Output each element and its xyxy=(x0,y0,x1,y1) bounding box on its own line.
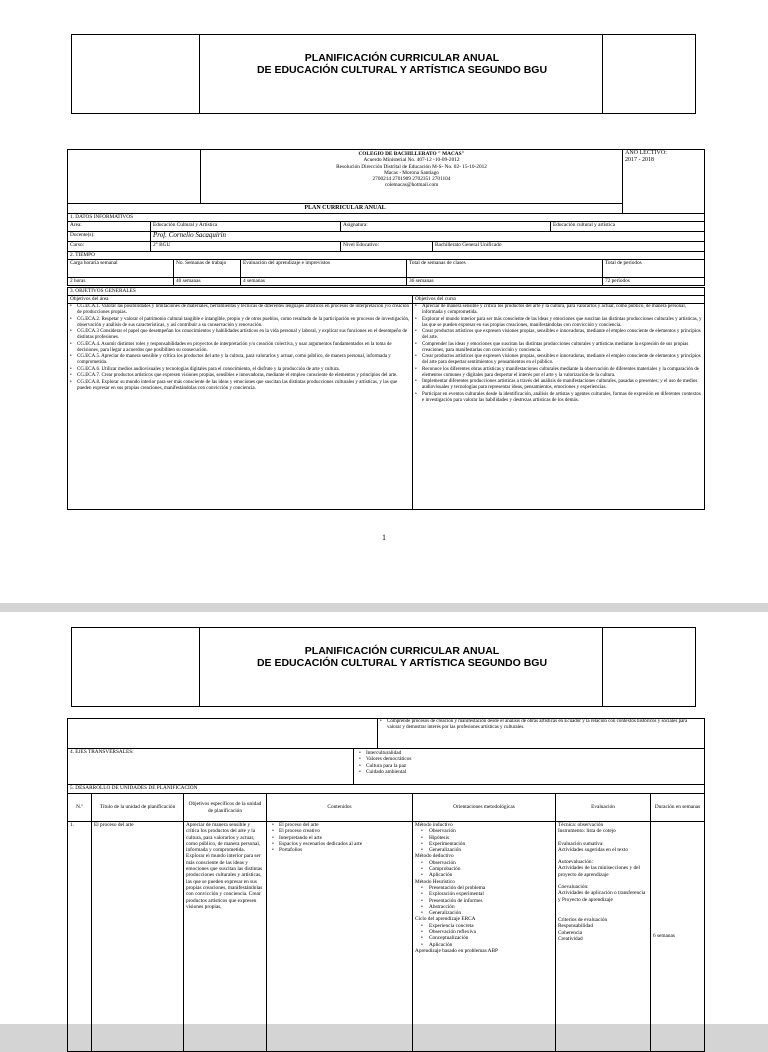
objetivo-area-item: • CG.ECA.1. Valorar las posibilidades y limitaciones de materiales, herramientas y técnicas de diferentes lenguajes artísticos en procesos de interpretación y/o creación de producciones propias. xyxy=(70,304,410,316)
objetivo-curso-item: • Reconoce los diferentes obras artísticas y manifestaciones culturales mediante la observación de diferentes materiales y la comparación de elementos comunes y digitales para despertar el interés por el arte y la valorización de la cultura. xyxy=(415,367,702,379)
document-title-line2: DE EDUCACIÓN CULTURAL Y ARTÍSTICA SEGUNDO BGU xyxy=(256,64,548,76)
metodo-step: • Conceptualización xyxy=(415,935,553,941)
objetivo-curso-item: • Apreciar de manera sensible y crítica los productos del arte y la cultura, para valorarlos y actuar, como público, de manera personal, informada y comprometida. xyxy=(415,304,702,316)
school-info: COLEGIO DE BACHILLERATO " MACAS" Acuerdo Ministerial No. 407-12 -10-09-2012 Resolución Dirección Distrital de Educación M-S- No. 02- 15-10-2012 Macas - Morona Santiago 2700214 2701909 2702351 2701104 colemacas@hotmail.com xyxy=(201,150,623,204)
ejes-transversales-table xyxy=(67,748,705,785)
metodo-step: • Experimentación xyxy=(415,841,553,847)
objetivo-area-item: • CG.ECA.7. Crear productos artísticos que expresen visiones propias, sensibles e innovadoras, mediante el empleo consciente de elementos y principios del arte. xyxy=(70,373,410,379)
objetivo-curso-item: • Comprende procesos de creación y manifestación desde el análisis de obras artísticas en Ecuador y la relación con contextos históricos y sociales para valorar y demostrar interés por las profesiones artísticas y culturales. xyxy=(380,719,702,731)
desarrollo-table: 5. DESARROLLO DE UNIDADES DE PLANIFICACIÓN N.º Título de la unidad de planificación Objetivos específicos de la unidad de planificación Contenidos Orientaciones metodológicas Evaluación Duración en semanas 1. El proceso del arte Apreciar de manera sensible y crítica los productos del arte y la cultura, para valorarlos y actuar, como público, de manera personal, informada y comprometida. Explorar el mundo interior para ser más consciente de las ideas y emociones que suscitan las distintas producciones culturales y artísticas, las que se pueden expresar en sus propias creaciones, manifestándolas con convicción y conciencia. Crear productos artísticos que expresen visiones propias, • El proceso del arte • El proceso creativo • Interpretando el arte • Espacios y escenarios dedicados al arte • Portafolios Método inductivo • Observación • Hipótesis • Experimentación • Generalización Método deductivo • Observación • Comprobación • Aplicación Método Heurístico • Presentación del problema • Exploración experimental • Presentación de informes • Abstracción • Generalización Ciclo del aprendizaje ERCA • Experiencia concreta • Observación reflexiva • Conceptualización • Aplicación Aprendizaje basado en problemas ABP Técnica: observación Instrumento: lista de cotejo Evaluación sumativa: Actividades sugeridas en el texto Autoevaluación: Actividades de las minisecciones y del proyecto de aprendizaje Coevaluación: Actividades de aplicación o transferencia y Proyecto de aprendizaje Criterios de evaluación Responsabilidad Coherencia Creatividad 6 semanas xyxy=(67,784,705,1052)
objetivo-area-item: • CG.ECA.6. Utilizar medios audiovisuales y tecnologías digitales para el conocimiento, el disfrute y la producción de arte y cultura. xyxy=(70,367,410,373)
objetivos-area-list xyxy=(68,304,413,510)
eje-item: • Cuidado ambiental xyxy=(356,769,702,775)
unit-title: El proceso del arte xyxy=(92,822,184,1052)
plan-label: PLAN CURRICULAR ANUAL xyxy=(68,204,623,214)
document-title-line1: PLANIFICACIÓN CURRICULAR ANUAL xyxy=(304,645,500,657)
objetivo-area-item: • CG.ECA.4. Asumir distintos roles y responsabilidades en proyectos de interpretación y/o creación colectiva, y usar argumentos fundamentados en la toma de decisiones, para llegar a acuerdos que posibiliten su consecución. xyxy=(70,342,410,354)
objetivos-table: 3. OBJETIVOS GENERALES Objetivos del área Objetivos del curso • CG.ECA.1. Valorar las posibilidades y limitaciones de materiales, herramientas y técnicas de diferentes lenguajes artísticos en procesos de interpretación y/o creación de producciones propias. • CG.ECA.2. Respetar y valorar el patrimonio cultural tangible e intangible, propio y de otros pueblos, como resultado de la participación en procesos de investigación, observación y análisis de sus características, y así contribuir a su conservación y renovación. • CG.ECA.3 Considerar el papel que desempeñan los conocimientos y habilidades artísticos en la vida personal y laboral, y explicar sus funciones en el desempeño de distintas profesiones. • CG.ECA.4. Asumir distintos roles y responsabilidades en proyectos de interpretación y/o creación colectiva, y usar argumentos fundamentados en la toma de decisiones, para llegar a acuerdos que posibiliten su consecución. • CG.ECA.5. Apreciar de manera sensible y crítica los productos del arte y la cultura, para valorarlos y actuar, como público, de manera personal, informada y comprometida. • CG.ECA.6. Utilizar medios audiovisuales y tecnologías digitales para el conocimiento, el disfrute y la producción de arte y cultura. • CG.ECA.7. Crear productos artísticos que expresen visiones propias, sensibles e innovadoras, mediante el empleo consciente de elementos y principios del arte. • CG.ECA.8. Explorar su mundo interior para ser más consciente de las ideas y emociones que suscitan las distintas producciones culturales y artísticas, y las que pueden expresar en sus propias creaciones, manifestándolas con convicción y conciencia. • Apreciar de manera sensible y crítica los productos del arte y la cultura, para valorarlos y actuar, como público, de manera personal, informada y comprometida. • Explorar el mundo interior para ser más consciente de las ideas y emociones que suscitan las distintas producciones culturales y artísticas, y las que se pueden expresar en sus propias creaciones, manifestándolas con convicción y conciencia. • Crear productos artísticos que expresen visiones propias, sensibles e innovadoras, mediante el empleo consciente de elementos y principios del arte. • Comprender las ideas y emociones que suscitan las distintas producciones culturales y artísticas mediante la expresión de sus propias creaciones, para manifestarlas con convicción y conciencia. • Crear productos artísticos que expresen visiones propias, sensibles e innovadoras, mediante el empleo consciente de elementos y principios del arte para despertar sentimientos y pensamientos en el público. • Reconoce los diferentes obras artísticas y manifestaciones culturales mediante la observación de diferentes materiales y la comparación de elementos comunes y digitales para despertar el interés por el arte y la valorización de la cultura. • Implementar diferentes producciones artísticas a través del análisis de manifestaciones culturales, pasadas o presentes; y el uso de medios audiovisuales y tecnologías para representar ideas, pensamientos, emociones y experiencias. • Participar en eventos culturales desde la identificación, análisis de artistas y agentes culturales, formas de expresión en diferentes contextos e investigación para valorar las habilidades y destrezas artísticas de los demás. xyxy=(67,287,705,510)
semanas-clases-value: 36 semanas xyxy=(407,278,603,286)
metodo-step: • Generalización xyxy=(415,910,553,916)
metodo-step: • Observación xyxy=(415,860,553,866)
metodo-step: • Generalización xyxy=(415,847,553,853)
objetivos-curso-continuation xyxy=(67,718,705,749)
document-page-2 xyxy=(0,612,768,1024)
document-title-line1: PLANIFICACIÓN CURRICULAR ANUAL xyxy=(304,52,500,64)
objetivo-area-item: • CG.ECA.8. Explorar su mundo interior para ser más consciente de las ideas y emociones que suscitan las distintas producciones culturales y artísticas, y las que pueden expresar en sus propias creaciones, manifestándolas con convicción y conciencia. xyxy=(70,380,410,392)
asignatura-value: Educación cultural y artística xyxy=(551,222,705,232)
objetivo-area-item: • CG.ECA.2. Respetar y valorar el patrimonio cultural tangible e intangible, propio y de otros pueblos, como resultado de la participación en procesos de investigación, observación y análisis de sus características, y así contribuir a su conservación y renovación. xyxy=(70,317,410,329)
carga-horaria-value: 2 horas xyxy=(68,278,174,286)
objetivos-curso-cont-list xyxy=(378,719,705,749)
metodo-step: • Aplicación xyxy=(415,872,553,878)
section-objetivos: 3. OBJETIVOS GENERALES xyxy=(68,288,705,296)
contenido-item: • Interpretando el arte xyxy=(269,835,410,841)
metodo-step: • Observación xyxy=(415,828,553,834)
unit-duration: 6 semanas xyxy=(651,822,705,1052)
academic-year-cell: AÑO LECTIVO: 2017 - 2018 xyxy=(623,150,705,214)
objetivo-area-item: • CG.ECA.3 Considerar el papel que desempeñan los conocimientos y habilidades artísticos en la vida personal y laboral, y explicar sus funciones en el desempeño de distintas profesiones. xyxy=(70,329,410,341)
metodo-step: • Hipótesis xyxy=(415,835,553,841)
unit-methodology: Método inductivo • Observación • Hipótesis • Experimentación • Generalización Método deductivo • Observación • Comprobación • Aplicación Método Heurístico • Presentación del problema • Exploración experimental • Presentación de informes • Abstracción • Generalización Ciclo del aprendizaje ERCA • Experiencia concreta • Observación reflexiva • Conceptualización • Aplicación Aprendizaje basado en problemas ABP xyxy=(413,822,556,1052)
unit-objectives: Apreciar de manera sensible y crítica los productos del arte y la cultura, para valorarlos y actuar, como público, de manera personal, informada y comprometida. Explorar el mundo interior para ser más consciente de las ideas y emociones que suscitan las distintas producciones culturales y artísticas, las que se pueden expresar en sus propias creaciones, manifestándolas con convicción y conciencia. Crear productos artísticos que expresen visiones propias, xyxy=(184,822,267,1052)
objetivo-curso-item: • Explorar el mundo interior para ser más consciente de las ideas y emociones que suscitan las distintas producciones culturales y artísticas, y las que se pueden expresar en sus propias creaciones, manifestándolas con convicción y conciencia. xyxy=(415,317,702,329)
tiempo-table: 2. TIEMPO Carga horaria semanal No. Semanas de trabajo Evaluación del aprendizaje e imprevistos Total de semanas de clases Total de períodos 2 horas 40 semanas 4 semanas 36 semanas 72 períodos xyxy=(67,251,705,286)
section-desarrollo: 5. DESARROLLO DE UNIDADES DE PLANIFICACIÓN xyxy=(68,785,705,794)
metodo-step: • Experiencia concreta xyxy=(415,923,553,929)
eje-item: • Cultura para la paz xyxy=(356,763,702,769)
ejes-list xyxy=(354,749,705,785)
metodo-step: • Abstracción xyxy=(415,904,553,910)
metodo-step: • Exploración experimental xyxy=(415,891,553,897)
docente-value: Prof. Cornelio Sacaquirin xyxy=(151,232,705,242)
objetivo-curso-item: • Implementar diferentes producciones artísticas a través del análisis de manifestaciones culturales, pasadas o presentes; y el uso de medios audiovisuales y tecnologías para representar ideas, pensamientos, emociones y experiencias. xyxy=(415,379,702,391)
contenido-item: • El proceso creativo xyxy=(269,828,410,834)
objetivo-curso-item: • Comprender las ideas y emociones que suscitan las distintas producciones culturales y artísticas mediante la expresión de sus propias creaciones, para manifestarlas con convicción y conciencia. xyxy=(415,342,702,354)
page-number: 1 xyxy=(382,533,386,542)
area-value: Educación Cultural y Artística xyxy=(151,222,341,232)
eje-item: • Valores democráticos xyxy=(356,756,702,762)
metodo-step: • Presentación del problema xyxy=(415,885,553,891)
objetivo-curso-item: • Crear productos artísticos que expresen visiones propias, sensibles e innovadoras, mediante el empleo consciente de elementos y principios del arte para despertar sentimientos y pensamientos en el público. xyxy=(415,354,702,366)
metodo-step: • Comprobación xyxy=(415,866,553,872)
nivel-value: Bachillerato General Unificado xyxy=(433,242,705,252)
contenido-item: • Espacios y escenarios dedicados al arte xyxy=(269,841,410,847)
unit-number: 1. xyxy=(68,822,92,1052)
metodo-step: • Presentación de informes xyxy=(415,898,553,904)
section-datos-informativos: 1. DATOS INFORMATIVOS xyxy=(68,214,705,222)
datos-informativos-table: 1. DATOS INFORMATIVOS Área: Educación Cultural y Artística Asignatura: Educación cultural y artística Docente(s): Prof. Cornelio Sacaquirin Curso: 2° BGU Nivel Educativo: Bachillerato General Unificado xyxy=(67,213,705,252)
objetivos-curso-list xyxy=(413,304,705,510)
unit-contents xyxy=(267,822,413,1052)
objetivo-area-item: • CG.ECA.5. Apreciar de manera sensible y crítica los productos del arte y la cultura, para valorarlos y actuar, como público, de manera personal, informada y comprometida. xyxy=(70,354,410,366)
title-header-box-2 xyxy=(71,627,696,707)
objetivo-curso-item: • Participar en eventos culturales desde la identificación, análisis de artistas y agentes culturales, formas de expresión en diferentes contextos e investigación para valorar las habilidades y destrezas artísticas de los demás. xyxy=(415,392,702,404)
metodo-step: • Observación reflexiva xyxy=(415,929,553,935)
document-title-line2: DE EDUCACIÓN CULTURAL Y ARTÍSTICA SEGUNDO BGU xyxy=(256,657,548,669)
imprevistos-value: 4 semanas xyxy=(241,278,407,286)
contenido-item: • El proceso del arte xyxy=(269,822,410,828)
semanas-trabajo-value: 40 semanas xyxy=(174,278,241,286)
contenido-item: • Portafolios xyxy=(269,847,410,853)
ejes-label: 4. EJES TRANSVERSALES: xyxy=(68,749,354,785)
metodo-step: • Aplicación xyxy=(415,942,553,948)
eje-item: • Interculturalidad xyxy=(356,750,702,756)
unit-evaluation: Técnica: observación Instrumento: lista de cotejo Evaluación sumativa: Actividades sugeridas en el texto Autoevaluación: Actividades de las minisecciones y del proyecto de aprendizaje Coevaluación: Actividades de aplicación o transferencia y Proyecto de aprendizaje Criterios de evaluación Responsabilidad Coherencia Creatividad xyxy=(556,822,651,1052)
school-header-table xyxy=(67,149,705,214)
objetivo-curso-item: • Crear productos artísticos que expresen visiones propias, sensibles e innovadoras, mediante el empleo consciente de elementos y principios del arte. xyxy=(415,329,702,341)
section-tiempo: 2. TIEMPO xyxy=(68,252,705,260)
periodos-value: 72 períodos xyxy=(603,278,705,286)
title-header-box xyxy=(71,34,696,114)
curso-value: 2° BGU xyxy=(151,242,341,252)
